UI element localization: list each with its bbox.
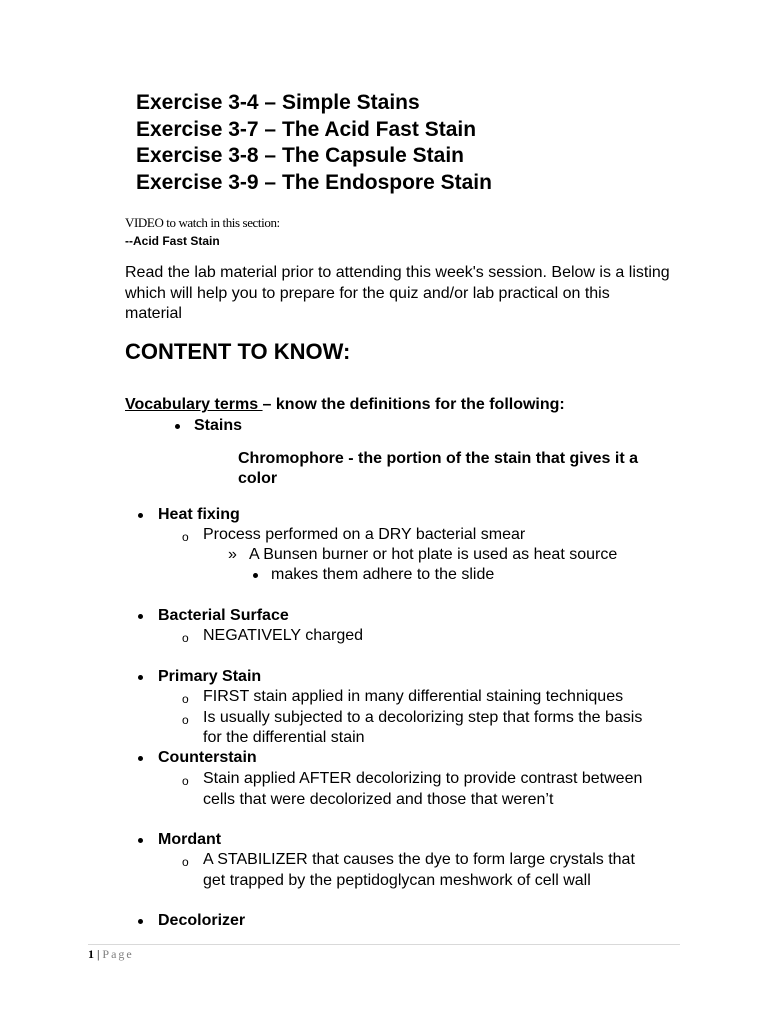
- page-footer: [88, 946, 134, 962]
- bacterial-surface-sub-1: NEGATIVELY charged: [203, 627, 364, 644]
- heat-fixing-sub-1: Process performed on a DRY bacterial smear: [203, 526, 526, 543]
- footer-separator: |: [94, 947, 103, 961]
- counterstain-sub-1-line-2: cells that were decolorized and those that weren’t: [203, 791, 554, 808]
- exercise-titles: [136, 90, 492, 196]
- term-decolorizer: Decolorizer: [158, 912, 246, 929]
- bullet-icon: [175, 424, 180, 429]
- content-heading: CONTENT TO KNOW:: [125, 339, 351, 364]
- sub-bullet-icon: o: [182, 631, 189, 645]
- term-bacterial-surface: Bacterial Surface: [158, 607, 289, 624]
- bullet-icon: [138, 675, 143, 680]
- vocab-heading-underlined: Vocabulary terms: [125, 396, 263, 413]
- chromophore-line-2: color: [238, 470, 278, 487]
- bullet-icon: [138, 838, 143, 843]
- heat-fixing-sub-3: makes them adhere to the slide: [271, 566, 495, 583]
- sub-bullet-icon: o: [182, 774, 189, 788]
- sub-bullet-icon: o: [182, 713, 189, 727]
- bullet-icon: [253, 573, 258, 578]
- primary-stain-sub-1: FIRST stain applied in many differential staining techniques: [203, 688, 624, 705]
- primary-stain-sub-2-line-2: for the differential stain: [203, 729, 365, 746]
- primary-stain-sub-2-line-1: Is usually subjected to a decolorizing step that forms the basis: [203, 709, 643, 726]
- video-item: --Acid Fast Stain: [125, 234, 220, 248]
- bullet-icon: [138, 919, 143, 924]
- title-exercise-3-4: Exercise 3-4 – Simple Stains: [136, 91, 420, 114]
- term-counterstain: Counterstain: [158, 749, 257, 766]
- vocab-heading-rest: – know the definitions for the following:: [262, 396, 565, 413]
- intro-paragraph: Read the lab material prior to attending this week's session. Below is a listing which will help you to prepare for the quiz and/or lab practical on this material: [125, 264, 670, 322]
- bullet-icon: [138, 756, 143, 761]
- counterstain-sub-1-line-1: Stain applied AFTER decolorizing to provide contrast between: [203, 770, 643, 787]
- sub-bullet-icon: o: [182, 530, 189, 544]
- sub-bullet-icon: o: [182, 855, 189, 869]
- page-number: 1: [88, 947, 94, 961]
- video-label: VIDEO to watch in this section:: [125, 215, 280, 230]
- footer-divider: [88, 944, 680, 945]
- sub-bullet-icon: o: [182, 692, 189, 706]
- title-exercise-3-7: Exercise 3-7 – The Acid Fast Stain: [136, 117, 477, 141]
- term-stains: Stains: [194, 417, 243, 434]
- term-primary-stain: Primary Stain: [158, 668, 262, 685]
- double-chevron-bullet-icon: »: [228, 546, 237, 563]
- title-exercise-3-9: Exercise 3-9 – The Endospore Stain: [136, 170, 492, 194]
- page-label: Page: [102, 947, 134, 961]
- chromophore-line-1: Chromophore - the portion of the stain that gives it a: [238, 450, 639, 467]
- term-mordant: Mordant: [158, 831, 222, 848]
- vocab-heading: [125, 395, 565, 415]
- title-exercise-3-8: Exercise 3-8 – The Capsule Stain: [136, 144, 464, 167]
- mordant-sub-1-line-2: get trapped by the peptidoglycan meshwork of cell wall: [203, 872, 591, 889]
- bullet-icon: [138, 513, 143, 518]
- bullet-icon: [138, 614, 143, 619]
- heat-fixing-sub-2: A Bunsen burner or hot plate is used as heat source: [249, 546, 618, 563]
- term-heat-fixing: Heat fixing: [158, 506, 240, 523]
- mordant-sub-1-line-1: A STABILIZER that causes the dye to form large crystals that: [203, 851, 635, 868]
